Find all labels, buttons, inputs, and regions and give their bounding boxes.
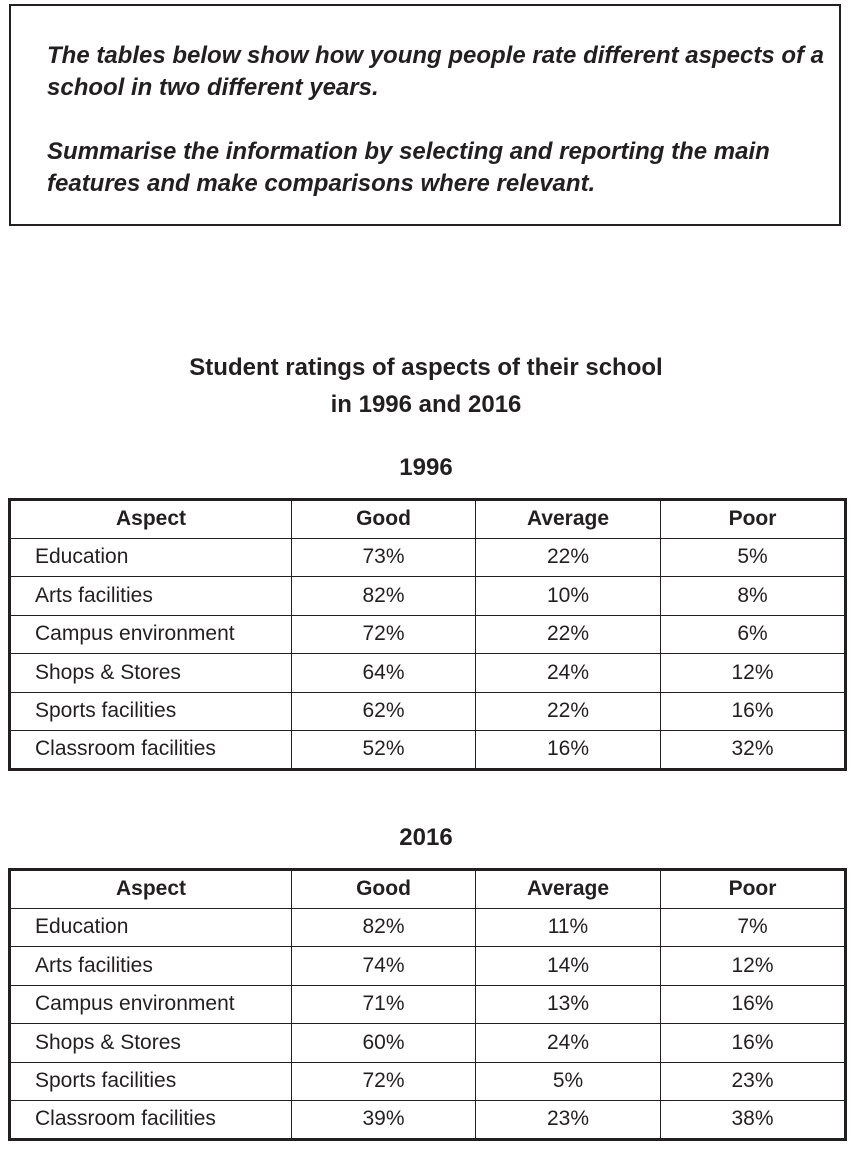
poor-cell: 32% [661,731,846,770]
table-row [10,615,846,654]
poor-cell: 7% [661,908,846,947]
poor-cell: 12% [661,947,846,986]
aspect-cell: Sports facilities [10,1062,292,1101]
aspect-cell: Classroom facilities [10,731,292,770]
figure-title [0,349,852,423]
poor-cell: 8% [661,577,846,616]
aspect-cell: Campus environment [10,985,292,1024]
aspect-cell: Campus environment [10,615,292,654]
table-2016-heading: 2016 [399,824,453,851]
poor-cell: 16% [661,1024,846,1063]
table-row [10,908,846,947]
aspect-cell: Arts facilities [10,947,292,986]
table-header-row [10,500,846,539]
table-row [10,654,846,693]
column-header-good: Good [292,870,476,909]
table-row [10,692,846,731]
good-cell: 64% [292,654,476,693]
average-cell: 11% [476,908,661,947]
table-header-row [10,870,846,909]
column-header-aspect: Aspect [10,500,292,539]
task-description: The tables below show how young people rate different aspects of a school in two different years. [47,42,825,101]
poor-cell: 23% [661,1062,846,1101]
good-cell: 39% [292,1101,476,1140]
table-row [10,577,846,616]
task-instruction: Summarise the information by selecting and reporting the main features and make comparisons where relevant. [47,138,770,197]
average-cell: 5% [476,1062,661,1101]
average-cell: 14% [476,947,661,986]
figure-title-line-2: in 1996 and 2016 [330,391,522,418]
good-cell: 82% [292,908,476,947]
average-cell: 24% [476,654,661,693]
table-row [10,731,846,770]
good-cell: 82% [292,577,476,616]
aspect-cell: Shops & Stores [10,654,292,693]
average-cell: 13% [476,985,661,1024]
column-header-good: Good [292,500,476,539]
column-header-average: Average [476,500,661,539]
table-row [10,1062,846,1101]
figure-title-line-1: Student ratings of aspects of their school [189,354,663,381]
good-cell: 72% [292,615,476,654]
average-cell: 22% [476,615,661,654]
column-header-poor: Poor [661,500,846,539]
average-cell: 22% [476,692,661,731]
aspect-cell: Arts facilities [10,577,292,616]
ratings-table-1996 [8,498,847,771]
good-cell: 72% [292,1062,476,1101]
average-cell: 22% [476,538,661,577]
average-cell: 24% [476,1024,661,1063]
average-cell: 23% [476,1101,661,1140]
average-cell: 16% [476,731,661,770]
table-row [10,1101,846,1140]
column-header-poor: Poor [661,870,846,909]
poor-cell: 12% [661,654,846,693]
column-header-average: Average [476,870,661,909]
poor-cell: 5% [661,538,846,577]
average-cell: 10% [476,577,661,616]
table-row [10,1024,846,1063]
task-instructions-box [9,4,841,226]
aspect-cell: Sports facilities [10,692,292,731]
good-cell: 74% [292,947,476,986]
good-cell: 73% [292,538,476,577]
poor-cell: 38% [661,1101,846,1140]
good-cell: 71% [292,985,476,1024]
table-1996-heading: 1996 [399,454,453,481]
table-row [10,947,846,986]
aspect-cell: Education [10,538,292,577]
poor-cell: 6% [661,615,846,654]
good-cell: 60% [292,1024,476,1063]
column-header-aspect: Aspect [10,870,292,909]
table-row [10,985,846,1024]
good-cell: 62% [292,692,476,731]
ratings-table-2016 [8,868,847,1141]
poor-cell: 16% [661,985,846,1024]
good-cell: 52% [292,731,476,770]
aspect-cell: Classroom facilities [10,1101,292,1140]
table-row [10,538,846,577]
aspect-cell: Education [10,908,292,947]
poor-cell: 16% [661,692,846,731]
aspect-cell: Shops & Stores [10,1024,292,1063]
